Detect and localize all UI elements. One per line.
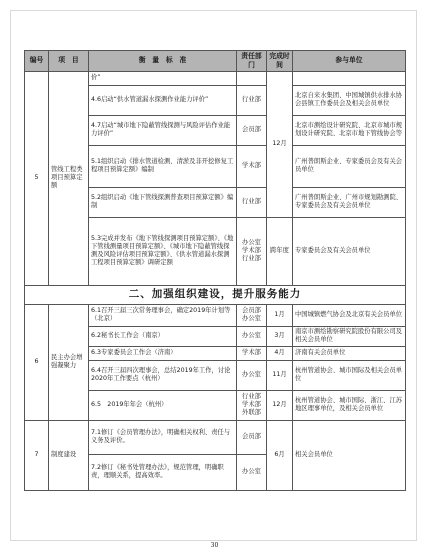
header-time: 完成时间 [267, 51, 293, 72]
table-row [25, 304, 406, 326]
row-item: 管线工程类项目预算定额 [49, 71, 89, 285]
standard-cell: 价” [89, 71, 237, 85]
standard-cell: 5.3完成并发布《地下管线探测项目预算定额》、《地下管线测量项目预算定额》、《城市地下隐蔽管线探测及风险评估项目预算定额》、《供水管道漏水探测工程项目预算定额》调研定额 [89, 217, 237, 285]
participants-cell: 中国城镇燃气协会及北京有关会员单位 [293, 304, 406, 326]
standard-cell: 6.2秘书长工作会（南京） [89, 326, 237, 346]
participants-cell: 北京自来水集团、中国城镇供水排水协会县镇工作委员会及相关会员单位 [293, 85, 406, 115]
page-number: 30 [210, 542, 219, 549]
standard-cell: 6.5 2019年年会（杭州） [89, 390, 237, 420]
dept-cell [237, 71, 267, 85]
header-item: 项 目 [49, 51, 89, 72]
dept-cell: 会员部 [237, 420, 267, 454]
participants-cell: 广州普朗斯企业、专家委员会及有关会员单位 [293, 145, 406, 187]
participants-cell: 杭州管道协会、城市国际及相关会员单位 [293, 360, 406, 390]
dept-cell: 行业部 [237, 85, 267, 115]
table-row [25, 420, 406, 454]
header-dept: 责任部门 [237, 51, 267, 72]
time-cell: 6月 [267, 420, 293, 490]
time-cell: 4月 [267, 346, 293, 360]
header-no: 编号 [25, 51, 49, 72]
standard-cell: 6.4召开三届四次理事会，总结2019年工作，讨论2020年工作要点（杭州） [89, 360, 237, 390]
participants-cell: 广州普朗斯企业、广州市规划勘测院、专家委员会及有关会员单位 [293, 187, 406, 217]
participants-cell: 北京市测绘设计研究院、北京市城市规划设计研究院、北京市地下管线协会等 [293, 115, 406, 145]
row-no: 6 [25, 304, 49, 420]
time-cell: 3月 [267, 326, 293, 346]
time-cell: 12月 [267, 390, 293, 420]
row-no: 5 [25, 71, 49, 285]
dept-cell: 会员部 办公室 [237, 304, 267, 326]
participants-cell: 专家委员会及有关会员单位 [293, 217, 406, 285]
header-row [25, 51, 406, 72]
participants-cell: 杭州管道协会、城市国际、浙江、江苏地区理事单位，及相关会员单位 [293, 390, 406, 420]
standard-cell: 7.2修订《秘书处管理办法》，规范管理，明确职责，理顺关系，提高效率。 [89, 454, 237, 490]
dept-cell: 办公室 [237, 326, 267, 346]
dept-cell: 办公室 [237, 454, 267, 490]
dept-cell: 会员部 [237, 115, 267, 145]
row-item: 制度建设 [49, 420, 89, 490]
participants-cell: 济南有关会员单位 [293, 346, 406, 360]
standard-cell: 5.2组织启动《地下管线探测普查项目预算定额》编制 [89, 187, 237, 217]
section-heading: 二、加强组织建设，提升服务能力 [25, 285, 406, 304]
time-cell: 1月 [267, 304, 293, 326]
row-no: 7 [25, 420, 49, 490]
table-row [25, 71, 406, 85]
standard-cell: 5.1组织启动《排水管道检测、清淤及非开挖修复工程项目预算定额》编制 [89, 145, 237, 187]
standard-cell: 7.1修订《会员管理办法》，明确相关权利、责任与义务及评价。 [89, 420, 237, 454]
standard-cell: 6.3专家委员会工作会（济南） [89, 346, 237, 360]
dept-cell: 行业部 学术部 外联部 [237, 390, 267, 420]
dept-cell: 学术部 [237, 145, 267, 187]
header-standard: 衡 量 标 准 [89, 51, 237, 72]
time-cell: 跨年度 [267, 217, 293, 285]
work-plan-table [24, 50, 406, 491]
standard-cell: 4.7启动“城市地下隐蔽管线探测与风险评估作业能力评价” [89, 115, 237, 145]
standard-cell: 4.6启动“供水管道漏水探测作业能力评价” [89, 85, 237, 115]
time-cell: 11月 [267, 360, 293, 390]
dept-cell: 办公室 学术部 行业部 [237, 217, 267, 285]
dept-cell: 学术部 [237, 346, 267, 360]
participants-cell: 相关会员单位 [293, 420, 406, 490]
dept-cell: 行业部 [237, 187, 267, 217]
standard-cell: 6.1召开三届三次常务理事会，确定2019年计划等（北京） [89, 304, 237, 326]
participants-cell [293, 71, 406, 85]
participants-cell: 南京市测绘勘察研究院股份有限公司及相关会员单位 [293, 326, 406, 346]
row-item: 民主办会增强凝聚力 [49, 304, 89, 420]
time-cell: 12月 [267, 71, 293, 217]
header-participants: 参与单位 [293, 51, 406, 72]
section-heading-row [25, 285, 406, 304]
dept-cell: 办公室 [237, 360, 267, 390]
